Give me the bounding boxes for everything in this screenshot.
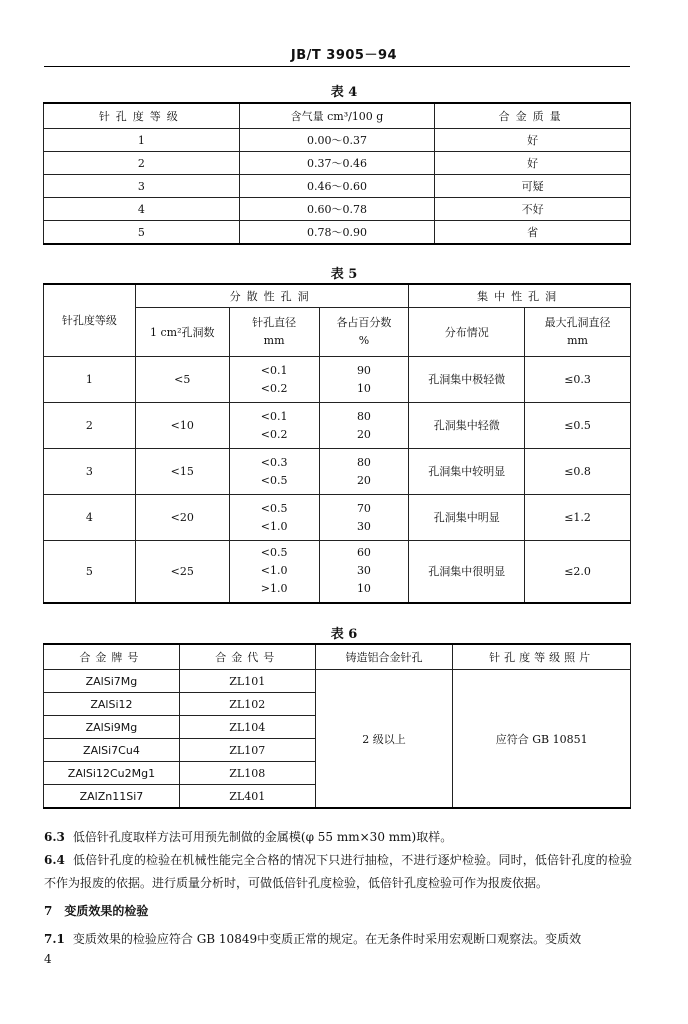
table5-pct-value: 90	[356, 363, 371, 377]
table6-caption: 表 6	[330, 627, 358, 642]
table5-subheader-maxdia	[525, 308, 631, 357]
table5-dia-value: <0.1	[260, 409, 288, 423]
table5-dia-value: <0.1	[260, 363, 288, 377]
table6-photo-standard: 应符合 GB 10851	[453, 670, 631, 809]
table5-count: <20	[135, 495, 229, 541]
table5-max: ≤1.2	[525, 495, 631, 541]
table5-pct-value: 30	[356, 519, 371, 533]
table5-subheader-dia-label: 针孔直径	[252, 316, 297, 329]
table4-grade: 5	[44, 221, 240, 245]
table5-subheader-maxdia-label: 最大孔洞直径	[544, 316, 611, 329]
table5-dia-value: <0.5	[260, 546, 288, 560]
table5-pct-value: 70	[356, 501, 371, 515]
table-row	[44, 495, 631, 541]
table5-subheader-pct-label: 各占百分数	[336, 316, 392, 329]
table5-caption: 表 5	[330, 267, 358, 282]
clause-text: 变质效果的检验应符合 GB 10849中变质正常的规定。在无条件时采用宏观断口观察法。变质效	[72, 932, 582, 946]
table5-header-row	[44, 284, 631, 308]
table6-header-row	[44, 644, 631, 670]
table6-code: ZL104	[179, 716, 315, 739]
table5-pct	[319, 495, 409, 541]
table5-dist: 孔洞集中较明显	[409, 449, 525, 495]
table5-count: <15	[135, 449, 229, 495]
table4-grade: 3	[44, 175, 240, 198]
paragraph-7-1	[44, 928, 632, 951]
table5-count: <10	[135, 403, 229, 449]
table6-alloy: ZAlSi9Mg	[44, 716, 180, 739]
table5-grade: 5	[44, 541, 136, 603]
table5-dia	[229, 403, 319, 449]
table5-dia	[229, 541, 319, 603]
table6-header-code: 合金代号	[179, 644, 315, 670]
clause-number: 7.1	[44, 932, 65, 946]
table5-dia-value: >1.0	[260, 582, 288, 596]
table5-max: ≤0.8	[525, 449, 631, 495]
document-header: JB/T 3905－94	[290, 48, 398, 63]
table4-header-quality: 合金质量	[435, 103, 631, 129]
table4	[43, 102, 631, 245]
table4-caption: 表 4	[330, 85, 358, 100]
table6-code: ZL401	[179, 785, 315, 809]
table5-pct	[319, 541, 409, 603]
table4-header-grade: 针孔度等级	[44, 103, 240, 129]
table-row	[44, 357, 631, 403]
table6-code: ZL102	[179, 693, 315, 716]
table5-subheader-count: 1 cm²孔洞数	[135, 308, 229, 357]
clause-number: 6.3	[44, 830, 65, 844]
table5-dia	[229, 495, 319, 541]
table6-alloy: ZAlSi7Mg	[44, 670, 180, 693]
clause-text: 低倍针孔度的检验在机械性能完全合格的情况下只进行抽检，不进行逐炉检验。同时，低倍针孔度的检验不作为报废的依据。进行质量分析时，可做低倍针孔度检验，低倍针孔度检验可作为报废依据。	[44, 853, 632, 890]
paragraph-6-4	[44, 849, 632, 895]
table4-quality: 好	[435, 129, 631, 152]
table6-header-grade-name: 合金牌号	[44, 644, 180, 670]
table4-gas: 0.00～0.37	[239, 129, 435, 152]
table5-pct-value: 80	[356, 409, 371, 423]
clause-number: 6.4	[44, 853, 65, 867]
table5-dia	[229, 357, 319, 403]
table5-pct-value: 10	[356, 381, 371, 395]
table5-pct-value: 80	[356, 455, 371, 469]
table-row	[44, 198, 631, 221]
table4-quality: 好	[435, 152, 631, 175]
header-rule	[44, 66, 630, 67]
table6-code: ZL101	[179, 670, 315, 693]
table5-dist: 孔洞集中明显	[409, 495, 525, 541]
table6-alloy: ZAlSi12	[44, 693, 180, 716]
table4-header-gas: 含气量 cm³/100 g	[239, 103, 435, 129]
table5-dia	[229, 449, 319, 495]
table5-subheader-dia	[229, 308, 319, 357]
table5-header-concentrated: 集中性孔洞	[409, 284, 631, 308]
clause-text: 低倍针孔度取样方法可用预先制做的金属模(φ 55 mm×30 mm)取样。	[72, 830, 453, 844]
table4-gas: 0.60～0.78	[239, 198, 435, 221]
table5-dia-value: <1.0	[260, 519, 288, 533]
table6-header-pinhole: 铸造铝合金针孔	[315, 644, 453, 670]
table5-grade: 3	[44, 449, 136, 495]
table4-gas: 0.46～0.60	[239, 175, 435, 198]
table5-grade: 4	[44, 495, 136, 541]
table5-subheader-dist: 分布情况	[409, 308, 525, 357]
table-row	[44, 449, 631, 495]
table4-gas: 0.37～0.46	[239, 152, 435, 175]
paragraph-6-3	[44, 826, 632, 849]
table4-quality: 不好	[435, 198, 631, 221]
table-row	[44, 670, 631, 693]
table-row	[44, 541, 631, 603]
page-number: 4	[44, 952, 52, 966]
table5-subheader-dia-unit: mm	[263, 334, 285, 347]
table-row	[44, 175, 631, 198]
table6-alloy: ZAlZn11Si7	[44, 785, 180, 809]
table5-dia-value: <0.2	[260, 381, 288, 395]
table4-grade: 1	[44, 129, 240, 152]
table5-max: ≤2.0	[525, 541, 631, 603]
table5-max: ≤0.5	[525, 403, 631, 449]
table6-alloy: ZAlSi7Cu4	[44, 739, 180, 762]
table5-count: <5	[135, 357, 229, 403]
table5-grade: 2	[44, 403, 136, 449]
table5-pct-value: 30	[356, 564, 371, 578]
table5-pct	[319, 403, 409, 449]
table5-dia-value: <0.3	[260, 455, 288, 469]
table5-pct-value: 20	[356, 473, 371, 487]
table5-grade: 1	[44, 357, 136, 403]
table5-dia-value: <0.5	[260, 501, 288, 515]
table5-dia-value: <1.0	[260, 564, 288, 578]
table5-dist: 孔洞集中轻微	[409, 403, 525, 449]
table6-code: ZL108	[179, 762, 315, 785]
table5-pct-value: 10	[356, 582, 371, 596]
table5-dia-value: <0.5	[260, 473, 288, 487]
table6	[43, 643, 631, 809]
table5-dist: 孔洞集中极轻微	[409, 357, 525, 403]
table4-quality: 可疑	[435, 175, 631, 198]
table5-header-grade: 针孔度等级	[44, 284, 136, 357]
table5-max: ≤0.3	[525, 357, 631, 403]
table5-subheader-pct	[319, 308, 409, 357]
table4-quality: 省	[435, 221, 631, 245]
table5-pct	[319, 449, 409, 495]
table5-count: <25	[135, 541, 229, 603]
table6-pinhole-level: 2 级以上	[315, 670, 453, 809]
table5-dist: 孔洞集中很明显	[409, 541, 525, 603]
table4-gas: 0.78～0.90	[239, 221, 435, 245]
table-row	[44, 152, 631, 175]
table5-pct	[319, 357, 409, 403]
table6-alloy: ZAlSi12Cu2Mg1	[44, 762, 180, 785]
table5-pct-value: 20	[356, 427, 371, 441]
table4-grade: 2	[44, 152, 240, 175]
table5-subheader-maxdia-unit: mm	[567, 334, 588, 347]
table5-header-dispersed: 分散性孔洞	[135, 284, 409, 308]
table4-header-row	[44, 103, 631, 129]
table-row	[44, 221, 631, 245]
table5-dia-value: <0.2	[260, 427, 288, 441]
table5	[43, 283, 631, 604]
table-row	[44, 129, 631, 152]
table-row	[44, 403, 631, 449]
table6-header-photo: 针孔度等级照片	[453, 644, 631, 670]
table5-subheader-pct-unit: %	[358, 334, 370, 347]
table6-code: ZL107	[179, 739, 315, 762]
table5-pct-value: 60	[356, 546, 371, 560]
section-heading-7: 7 变质效果的检验	[44, 904, 149, 918]
table4-grade: 4	[44, 198, 240, 221]
